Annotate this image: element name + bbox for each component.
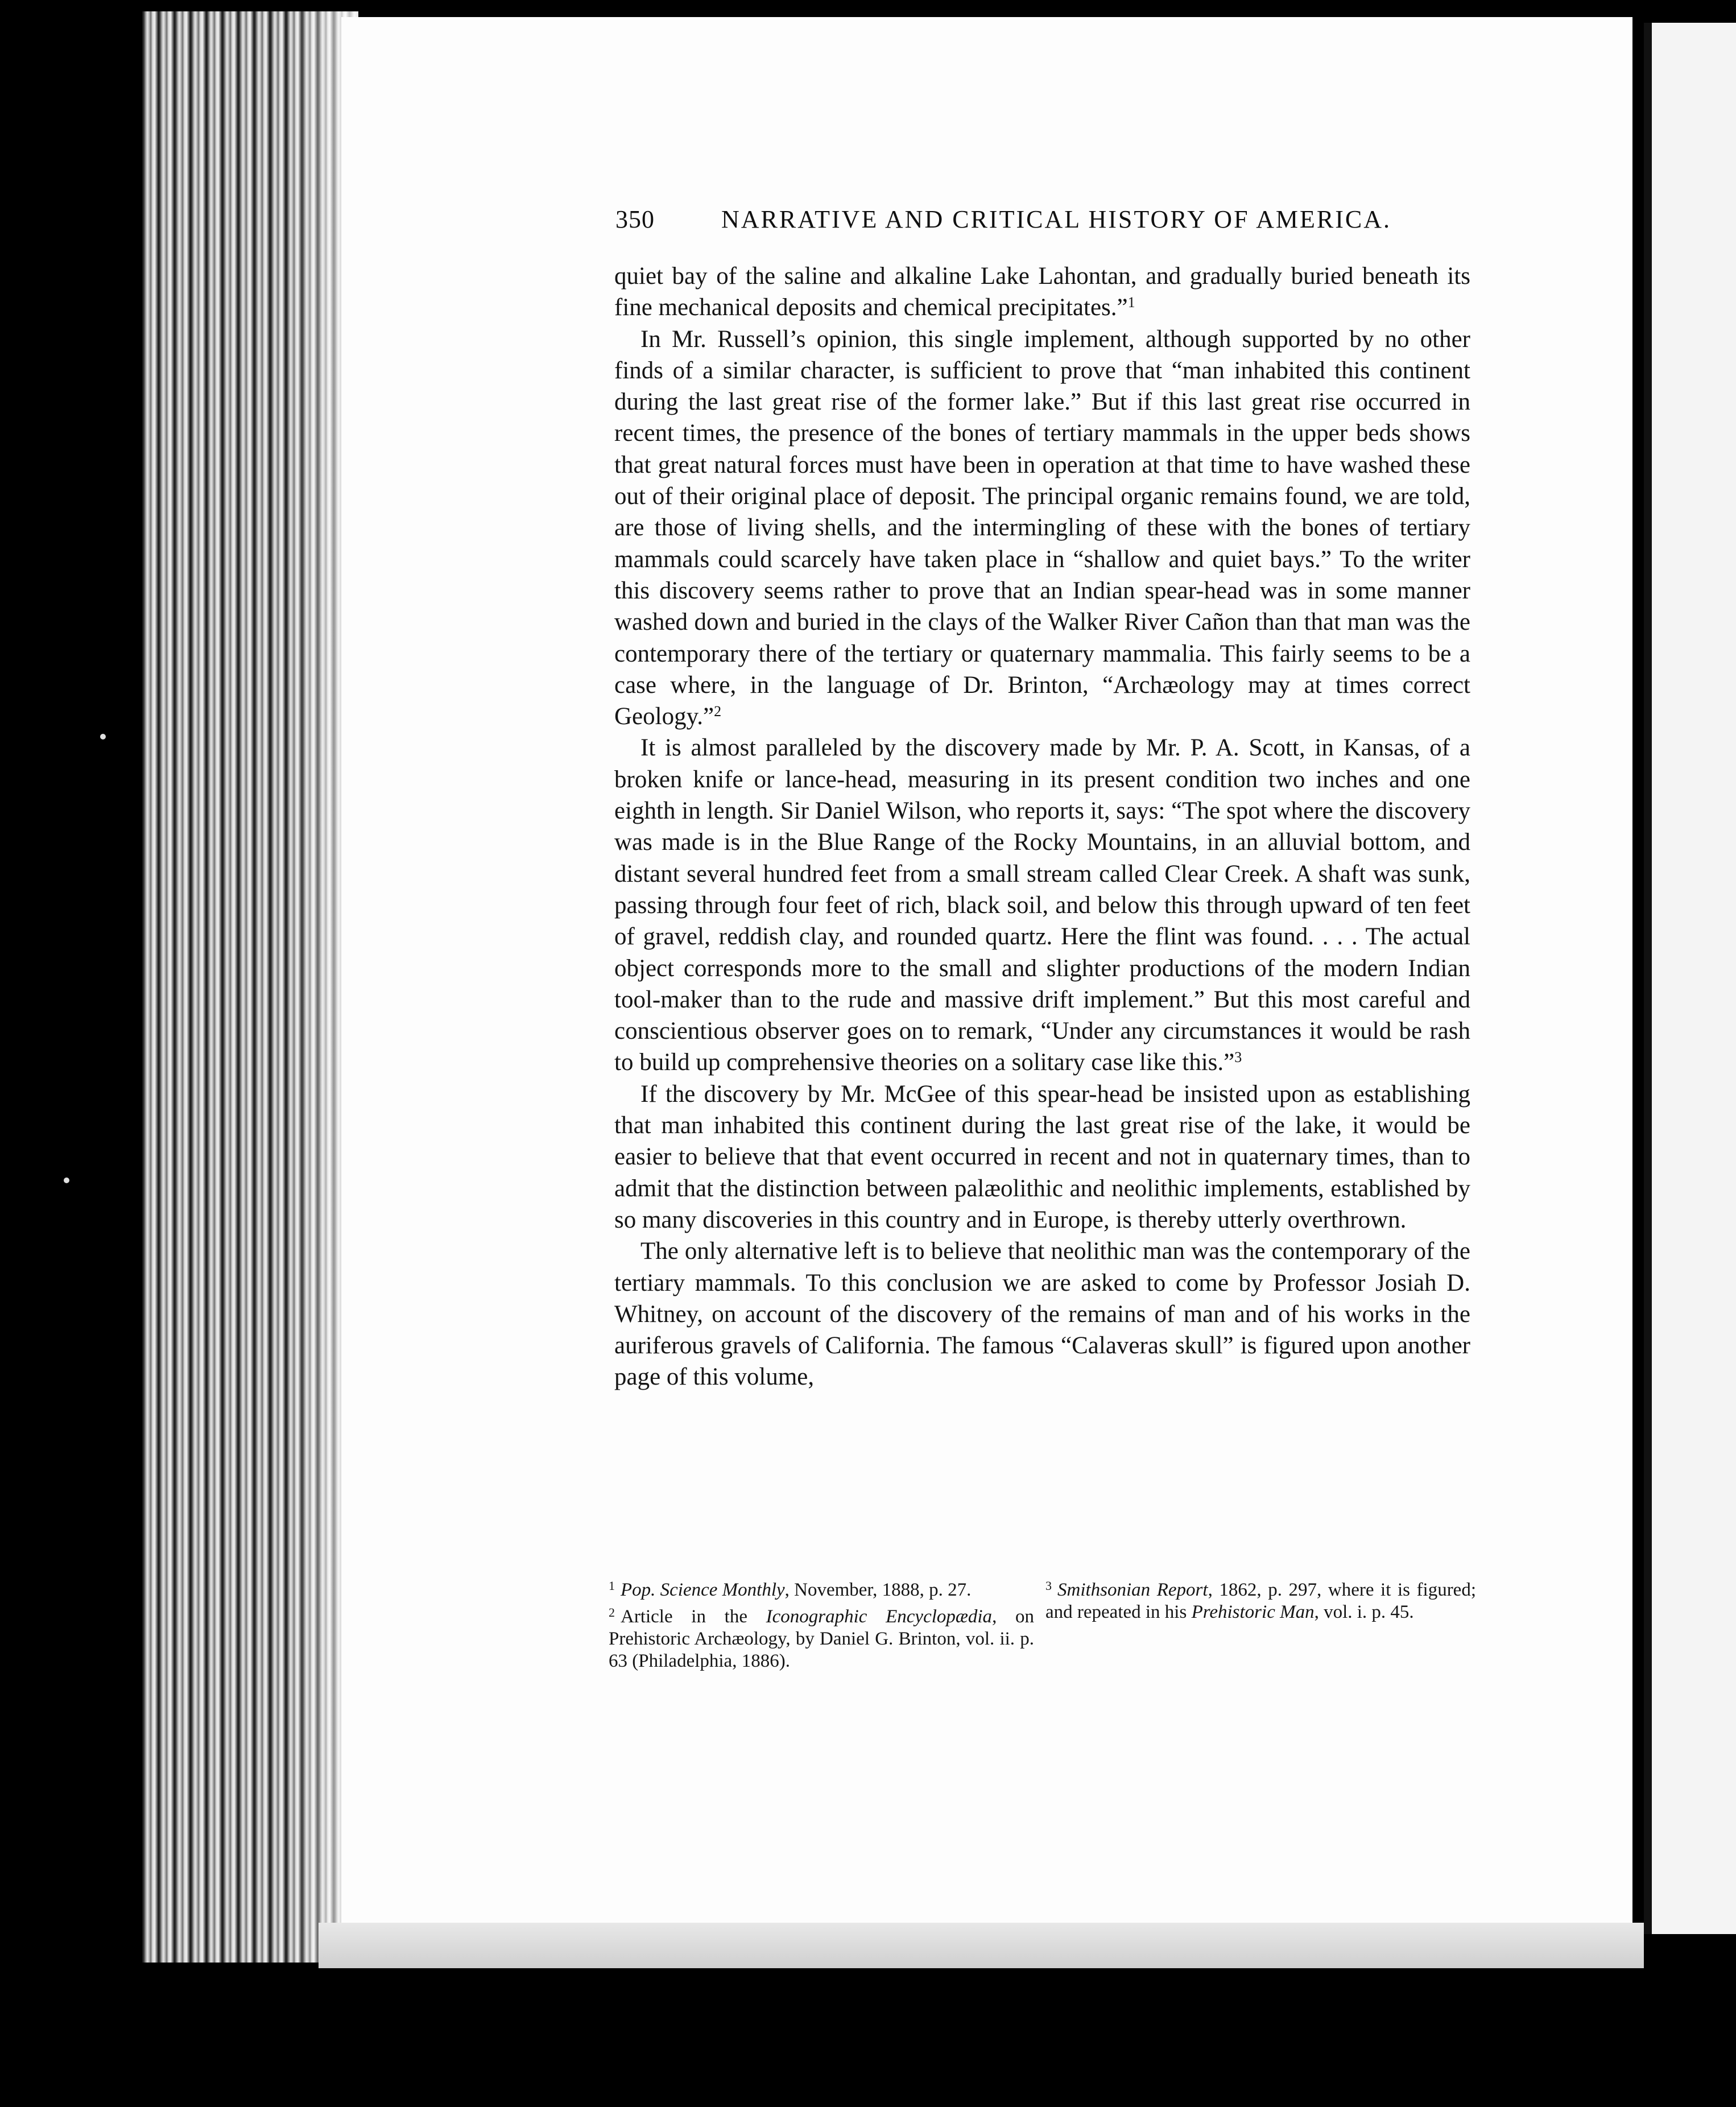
paragraph: In Mr. Russell’s opinion, this single implement, although supported by no other finds of a similar character, is sufficient to prove that “man inhabited this continent during the last great rise of the former lake.” But if this last great rise occurred in recent times, the presence of the bones of tertiary mammals in the upper beds shows that great natural forces must have been in operation at that time to have washed these out of their original place of deposit. The principal organic remains found, we are told, are those of living shells, and the intermingling of these with the bones of tertiary mammals could scarcely have taken place in “shallow and quiet bays.” To the writer this discovery seems rather to prove that an Indian spear-head was in some manner washed down and buried in the clays of the Walker River Cañon than that man was the contemporary there of the tertiary or quaternary mammalia. This fairly seems to be a case where, in the language of Dr. Brinton, “Archæology may at times correct Geology.”$^2$	[614, 325, 1470, 730]
body-text	[614, 261, 1470, 1393]
footnote-column-left	[609, 1575, 1034, 1672]
footnote-1: $^1$ Pop. Science Monthly, November, 1888, p. 27.	[609, 1579, 972, 1600]
footnote-3: $^3$ Smithsonian Report, 1862, p. 297, where it is figured; and repeated in his Prehistoric Man, vol. i. p. 45.	[1045, 1579, 1476, 1622]
scan-speck	[100, 734, 106, 739]
footnote-column-right	[1045, 1575, 1476, 1623]
adjacent-page-edge	[1644, 23, 1736, 1934]
paragraph: If the discovery by Mr. McGee of this spear-head be insisted upon as establishing that man inhabited this continent during the last great rise of the lake, it would be easier to believe that that event occurred in recent and not in quaternary times, than to admit that the distinction between palæolithic and neolithic implements, established by so many discoveries in this country and in Europe, is thereby utterly overthrown.	[614, 1080, 1470, 1233]
footnote-ref[interactable]: 1	[1127, 294, 1135, 311]
paragraph: The only alternative left is to believe that neolithic man was the contemporary of the tertiary mammals. To this conclusion we are asked to come by Professor Josiah D. Whitney, on account of the discovery of the remains of man and of his works in the auriferous gravels of California. The famous “Calaveras skull” is figured upon another page of this volume,	[614, 1238, 1470, 1391]
footnote-ref[interactable]: 2	[714, 703, 722, 720]
running-head	[615, 205, 1477, 239]
page-bottom-edge	[319, 1923, 1644, 1968]
paragraph: It is almost paralleled by the discovery made by Mr. P. A. Scott, in Kansas, of a broken knife or lance-head, measuring in its present condition two inches and one eighth in length. Sir Daniel Wilson, who reports it, says: “The spot where the discovery was made is in the Blue Range of the Rocky Mountains, in an alluvial bottom, and distant several hundred feet from a small stream called Clear Creek. A shaft was sunk, passing through four feet of rich, black soil, and below this through upward of ten feet of gravel, reddish clay, and rounded quartz. Here the flint was found. . . . The actual object corresponds more to the small and slighter productions of the modern Indian tool-maker than to the rude and massive drift implement.” But this most careful and conscientious observer goes on to remark, “Under any circumstances it would be rash to build up comprehensive theories on a solitary case like this.”$^3$	[614, 734, 1470, 1076]
page-number: 350	[615, 205, 655, 233]
book-page-edges	[142, 11, 358, 1963]
running-title: NARRATIVE AND CRITICAL HISTORY OF AMERICA.	[721, 205, 1392, 233]
footnote-ref[interactable]: 3	[1234, 1049, 1242, 1066]
scan-speck	[64, 1178, 69, 1183]
paragraph: quiet bay of the saline and alkaline Lake Lahontan, and gradually buried beneath its fine mechanical deposits and chemical precipitates.”$^1$	[614, 263, 1470, 321]
footnote-2: $^2$ Article in the Iconographic Encyclopædia, on Prehistoric Archæology, by Daniel G. Brinton, vol. ii. p. 63 (Philadelphia, 1886).	[609, 1605, 1034, 1671]
